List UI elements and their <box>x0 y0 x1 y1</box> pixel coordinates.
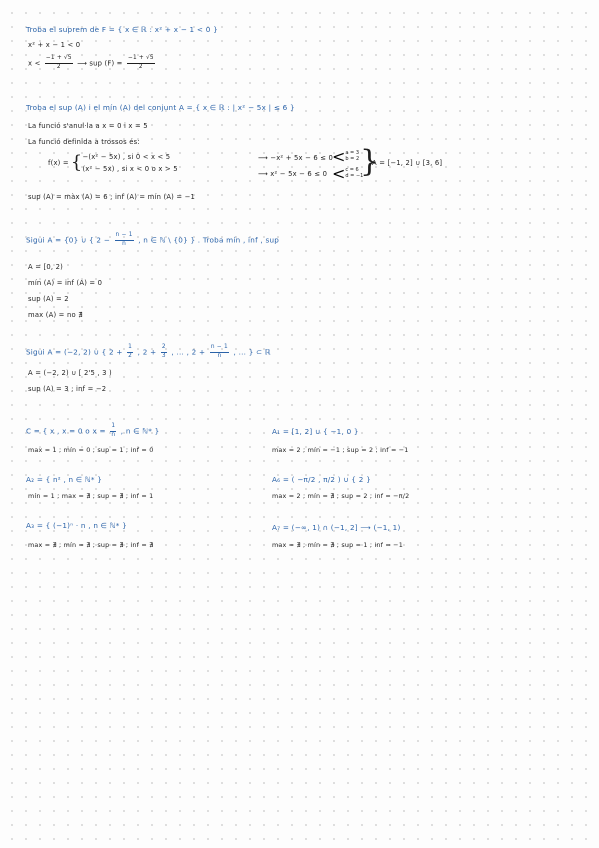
s2-mapping-2: ⟶ x² − 5x − 6 ≤ 0 <box>258 170 328 178</box>
s2-piecewise <box>48 151 178 175</box>
s4-f2-num: 2 <box>161 345 167 353</box>
a1-title: A₁ = [1, 2] ∪ { −1, 0 } <box>272 427 359 436</box>
c-f-den: n <box>111 431 116 438</box>
s1-f2-num: −1 + √5 <box>127 56 155 64</box>
s2-root-b: b = 2 <box>345 155 360 162</box>
a7-answers: max = ∄ ; mín = ∄ ; sup = 1 ; inf = −1 <box>272 541 403 549</box>
s2-lt-bracket-1: < <box>332 146 346 166</box>
a3-title: A₃ = { (−1)ⁿ · n , n ∈ ℕ* } <box>26 521 127 530</box>
s2-case-1: −(x² − 5x) , si 0 < x < 5 <box>82 153 171 161</box>
s3-fraction <box>115 233 134 248</box>
s2-right-brace: } <box>360 144 380 179</box>
s1-fraction-1 <box>45 56 73 71</box>
s3-f-den: n <box>122 240 127 247</box>
c-title-a: C = { x , x = 0 o x = <box>26 426 109 436</box>
s1-f1-num: −1 + √5 <box>45 56 73 64</box>
s3-title-b: , n ∈ ℕ \ {0} } . Troba mín , inf , sup <box>135 235 280 245</box>
s2-left-brace: { <box>70 152 83 173</box>
s4-f3-den: n <box>217 352 222 359</box>
a6-answers: max = 2 ; mín = ∄ ; sup = 2 ; inf = −π/2 <box>272 492 410 500</box>
s3-set: A = [0, 2) <box>28 263 63 271</box>
s4-mid-2: , ... , 2 + <box>168 347 208 357</box>
a2-answers: mín = 1 ; max = ∄ ; sup = ∄ ; inf = 1 <box>28 492 154 500</box>
s2-mapping-1: ⟶ −x² + 5x − 6 ≤ 0 <box>258 154 333 162</box>
s3-max: max (A) = no ∄ <box>28 311 83 319</box>
s4-fraction-2 <box>161 345 167 360</box>
c-title <box>26 424 159 439</box>
s4-f2-den: 3 <box>161 352 166 359</box>
s1-title: Troba el suprem de F = { x ∈ ℝ : x² + x − 1 < 0 } <box>26 25 218 34</box>
s4-title-b: , ... } ⊂ ℝ <box>231 347 271 357</box>
s2-piecewise-intro: La funció definida a trossos és: <box>28 138 140 146</box>
s1-fraction-2 <box>127 56 155 71</box>
s4-set: A = (−2, 2) ∪ [ 2'5 , 3 ) <box>28 369 112 377</box>
s1-inequality: x² + x − 1 < 0 <box>28 41 81 49</box>
a2-title: A₂ = { n² , n ∈ ℕ* } <box>26 475 103 484</box>
a1-answers: max = 2 ; mín = −1 ; sup = 2 ; inf = −1 <box>272 446 409 454</box>
c-answers: max = 1 ; mín = 0 ; sup = 1 ; inf = 0 <box>28 446 154 454</box>
s3-min-inf: mín (A) = inf (A) = 0 <box>28 279 103 287</box>
s2-root-a: a = 3 <box>345 150 360 157</box>
s1-f1-den: 2 <box>56 63 61 70</box>
s2-zeros: La funció s'anul·la a x = 0 i x = 5 <box>28 122 148 130</box>
s3-title-a: Sigui A = {0} ∪ { 2 − <box>26 235 113 245</box>
s2-root-d: d = −1 <box>345 172 364 179</box>
s1-solution-line <box>28 56 157 71</box>
s1-sup-label: ⟶ sup (F) = <box>74 59 125 68</box>
s1-x-less: x < <box>28 59 43 68</box>
s2-case-2: (x² − 5x) , si x < 0 o x > 5 <box>82 165 178 173</box>
s4-title <box>26 345 271 360</box>
s1-f2-den: 2 <box>138 63 143 70</box>
s2-roots-1-stack <box>345 151 359 162</box>
s4-title-a: Sigui A = (−2, 2) ∪ { 2 + <box>26 347 126 357</box>
s2-f-label: f(x) = <box>48 158 69 167</box>
s4-mid-1: , 2 + <box>135 347 159 357</box>
s4-f1-num: 1 <box>127 345 133 353</box>
c-f-num: 1 <box>110 424 116 432</box>
s4-f3-num: n − 1 <box>210 345 229 353</box>
s4-fraction-3 <box>210 345 229 360</box>
s4-sup-inf: sup (A) = 3 ; inf = −2 <box>28 385 107 393</box>
s2-final: sup (A) = màx (A) = 6 ; inf (A) = mín (A) = −1 <box>28 193 196 201</box>
s4-f1-den: 2 <box>128 352 133 359</box>
a3-answers: max = ∄ ; mín = ∄ ; sup = ∄ ; inf = ∄ <box>28 541 154 549</box>
s2-roots-2 <box>332 163 363 182</box>
s3-title <box>26 233 279 248</box>
s2-root-c: c = 6 <box>345 167 359 174</box>
s2-cases <box>82 151 177 175</box>
s3-f-num: n − 1 <box>115 233 134 241</box>
c-title-b: , n ∈ ℕ* } <box>118 426 160 436</box>
s4-fraction-1 <box>127 345 133 360</box>
s3-sup: sup (A) = 2 <box>28 295 69 303</box>
s2-lt-bracket-2: < <box>332 163 346 183</box>
c-fraction <box>110 424 116 439</box>
s2-title: Troba el sup (A) i el mín (A) del conjunt A = { x ∈ ℝ : | x² − 5x | ≤ 6 } <box>26 103 295 112</box>
a6-title: A₆ = ( −π/2 , π/2 ) ∪ { 2 } <box>272 475 371 484</box>
a7-title: A₇ = (−∞, 1) ∩ (−1, 2] ⟶ (−1, 1) <box>272 523 401 532</box>
s2-result: A = [−1, 2] ∪ [3, 6] <box>372 159 443 167</box>
